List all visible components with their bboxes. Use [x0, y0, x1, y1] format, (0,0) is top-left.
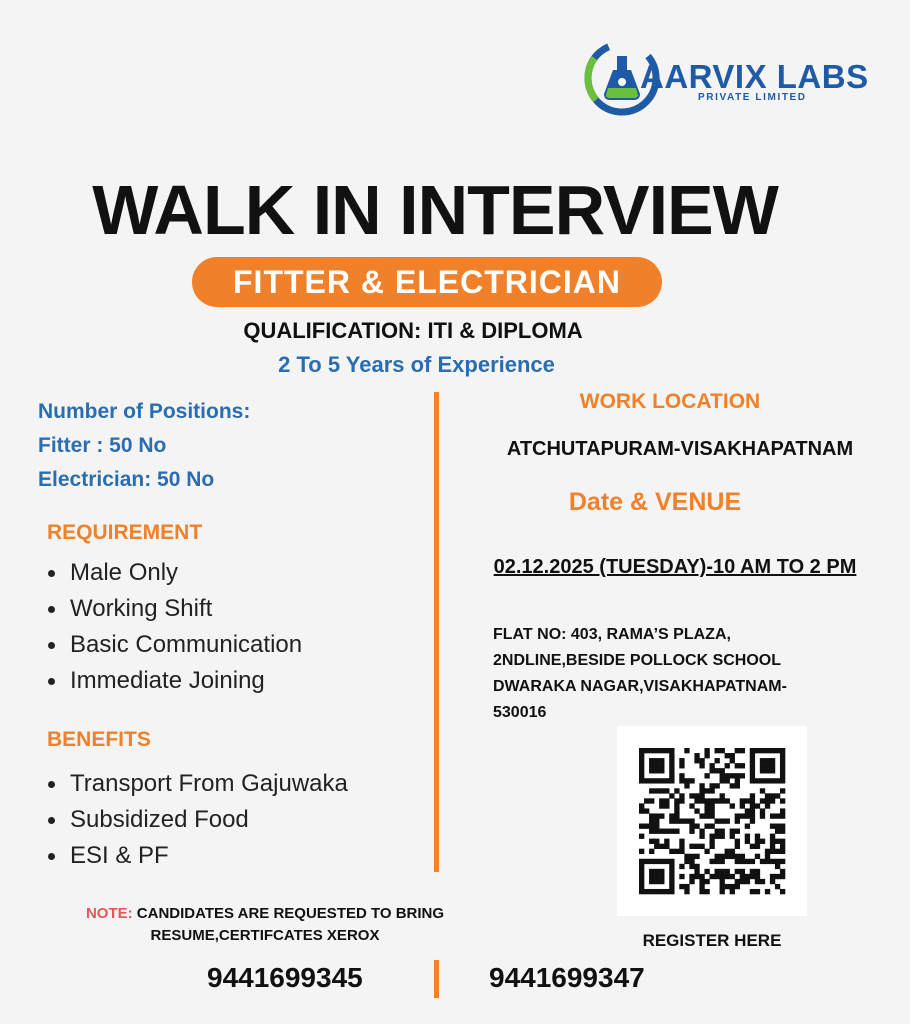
note-label: NOTE:: [85, 905, 133, 922]
positions-heading: Number of Positions:: [38, 400, 251, 423]
register-label: REGISTER HERE: [642, 931, 782, 950]
interview-date: 02.12.2025 (TUESDAY)-10 AM TO 2 PM: [493, 556, 857, 578]
requirement-list: [38, 555, 302, 699]
work-location-value: ATCHUTAPURAM-VISAKHAPATNAM: [506, 438, 854, 460]
list-item: Male Only: [38, 555, 302, 591]
positions-fitter: Fitter : 50 No: [38, 434, 167, 457]
note-line-1: CANDIDATES ARE REQUESTED TO BRING: [136, 905, 445, 922]
address-line: FLAT NO: 403, RAMA’S PLAZA,: [493, 626, 731, 643]
qr-code-icon: [617, 726, 807, 916]
requirement-heading: REQUIREMENT: [47, 521, 203, 544]
qr-code[interactable]: [617, 726, 807, 916]
address-line: 530016: [493, 704, 547, 721]
address-line: 2NDLINE,BESIDE POLLOCK SCHOOL: [493, 652, 782, 669]
phone-number-1[interactable]: 9441699345: [207, 962, 363, 993]
phone-divider: [434, 960, 439, 998]
list-item: Working Shift: [38, 591, 302, 627]
qualification-text: QUALIFICATION: ITI & DIPLOMA: [243, 318, 583, 343]
note: [0, 903, 530, 947]
benefits-heading: BENEFITS: [47, 728, 151, 751]
address-line: DWARAKA NAGAR,VISAKHAPATNAM-: [493, 678, 787, 695]
logo-sub-text: PRIVATE LIMITED: [698, 92, 807, 103]
logo-brand-text: AARVIX LABS: [640, 58, 869, 95]
list-item: Immediate Joining: [38, 663, 302, 699]
phone-number-2[interactable]: 9441699347: [489, 962, 645, 993]
note-line-2: RESUME,CERTIFCATES XEROX: [150, 927, 380, 944]
list-item: ESI & PF: [38, 838, 348, 874]
list-item: Subsidized Food: [38, 802, 348, 838]
venue-heading: Date & VENUE: [568, 488, 742, 516]
column-divider: [434, 392, 439, 872]
list-item: Transport From Gajuwaka: [38, 766, 348, 802]
work-location-heading: WORK LOCATION: [579, 390, 761, 413]
company-logo: [582, 38, 892, 128]
headline: WALK IN INTERVIEW: [92, 171, 778, 249]
benefits-list: [38, 766, 348, 874]
experience-text: 2 To 5 Years of Experience: [278, 352, 555, 377]
list-item: Basic Communication: [38, 627, 302, 663]
venue-address: [493, 622, 787, 726]
positions-electrician: Electrician: 50 No: [38, 468, 215, 491]
role-pill: FITTER & ELECTRICIAN: [192, 257, 662, 307]
